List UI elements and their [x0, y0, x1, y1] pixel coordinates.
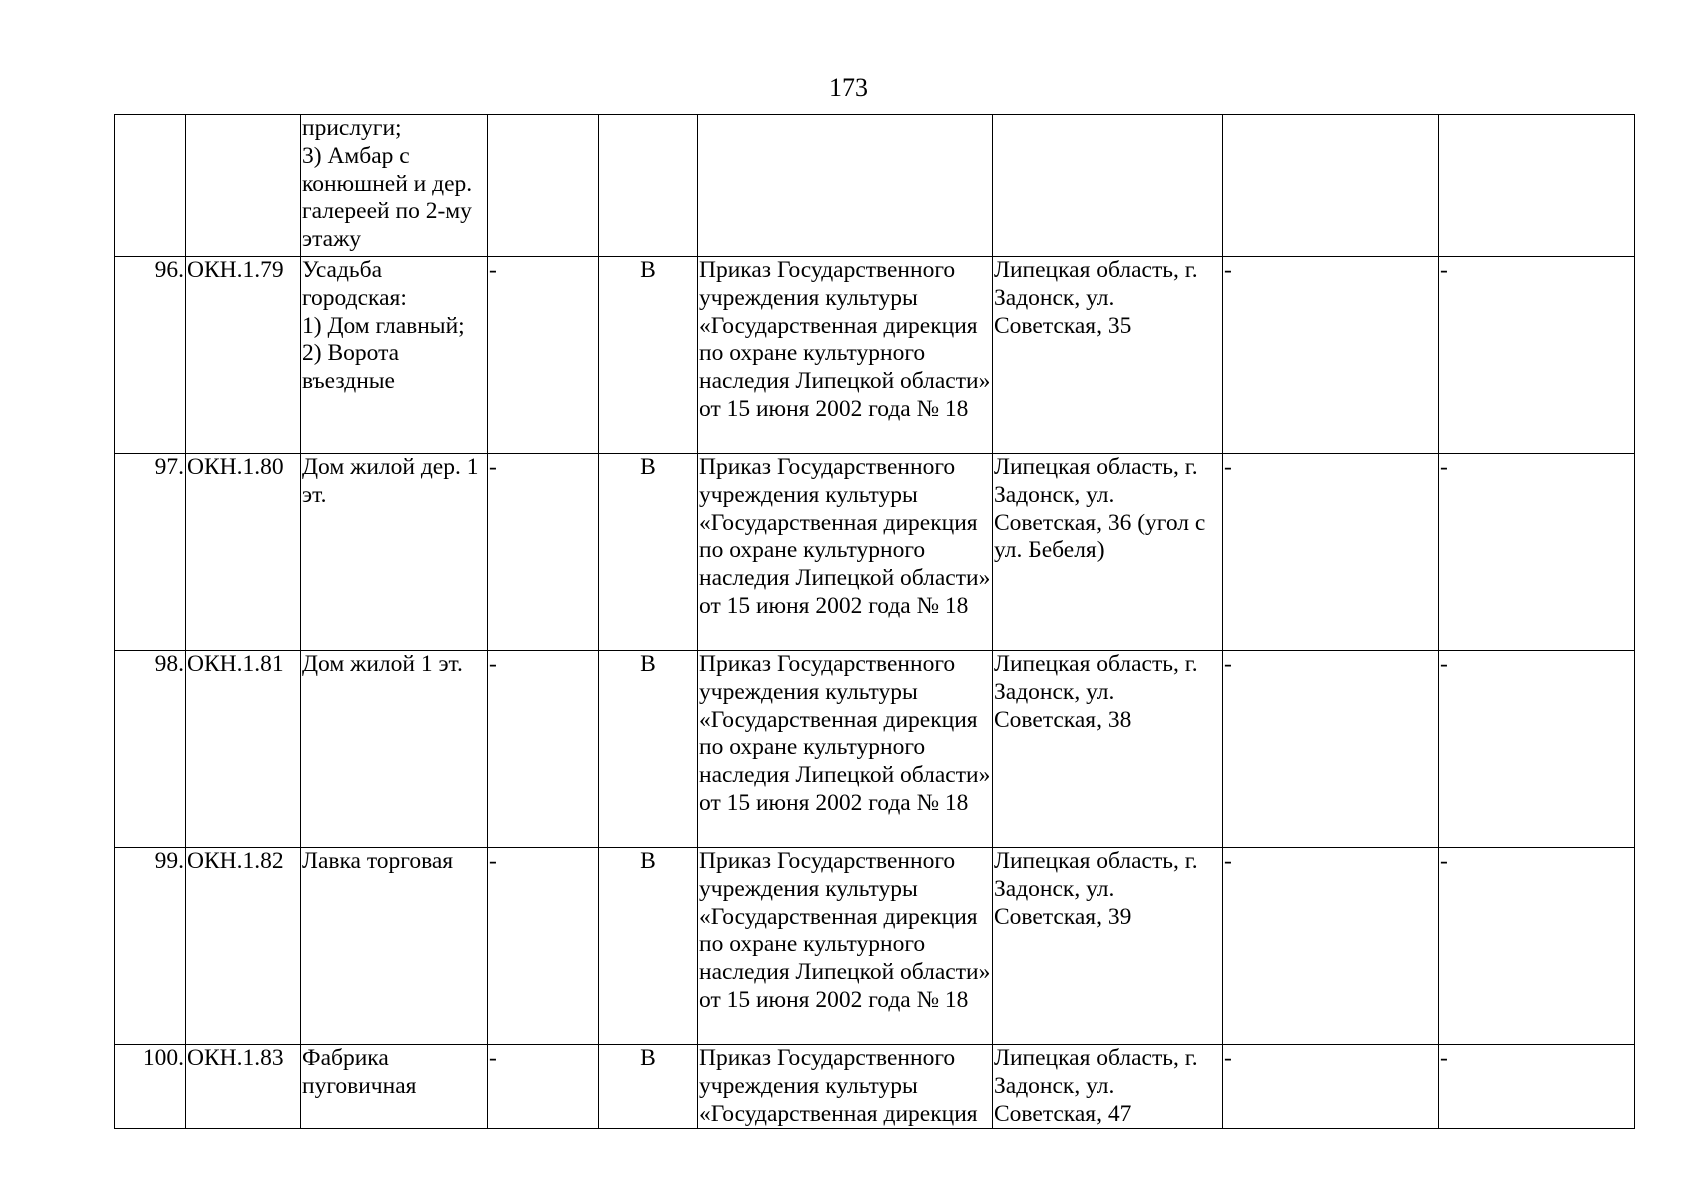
heritage-registry-table — [114, 114, 1635, 1129]
category-cell: В — [599, 257, 698, 454]
notes-cell: - — [1439, 454, 1635, 651]
category-cell: В — [599, 848, 698, 1045]
document-cell: Приказ Государственного учреждения культуры «Государственная дирекция по охране культурного наследия Липецкой области» от 15 июня 2002 года № 18 — [698, 848, 993, 1045]
document-cell: Приказ Государственного учреждения культуры «Государственная дирекция по охране культурного наследия Липецкой области» от 15 июня 2002 года № 18 — [698, 651, 993, 848]
row-number-cell: 100. — [115, 1045, 186, 1129]
registry-code-cell: ОКН.1.81 — [186, 651, 301, 848]
address-cell: Липецкая область, г. Задонск, ул. Советская, 35 — [993, 257, 1223, 454]
dating-cell: - — [488, 1045, 599, 1129]
row-number-cell: 96. — [115, 257, 186, 454]
dating-cell — [488, 115, 599, 257]
registry-code-cell — [186, 115, 301, 257]
document-cell: Приказ Государственного учреждения культуры «Государственная дирекция — [698, 1045, 993, 1129]
document-cell: Приказ Государственного учреждения культуры «Государственная дирекция по охране культурного наследия Липецкой области» от 15 июня 2002 года № 18 — [698, 454, 993, 651]
address-cell: Липецкая область, г. Задонск, ул. Советская, 38 — [993, 651, 1223, 848]
protection-cell: - — [1223, 1045, 1439, 1129]
registry-code-cell: ОКН.1.83 — [186, 1045, 301, 1129]
table-row — [115, 454, 1635, 651]
protection-cell: - — [1223, 651, 1439, 848]
table-row — [115, 848, 1635, 1045]
notes-cell: - — [1439, 257, 1635, 454]
table-row — [115, 115, 1635, 257]
registry-code-cell: ОКН.1.79 — [186, 257, 301, 454]
notes-cell: - — [1439, 1045, 1635, 1129]
dating-cell: - — [488, 651, 599, 848]
page-number: 173 — [829, 73, 868, 102]
row-number-cell: 99. — [115, 848, 186, 1045]
object-name-cell: Фабрика пуговичная — [301, 1045, 488, 1129]
dating-cell: - — [488, 454, 599, 651]
address-cell — [993, 115, 1223, 257]
notes-cell: - — [1439, 848, 1635, 1045]
protection-cell: - — [1223, 848, 1439, 1045]
table-body — [115, 115, 1635, 1129]
address-cell: Липецкая область, г. Задонск, ул. Советская, 36 (угол с ул. Бебеля) — [993, 454, 1223, 651]
protection-cell — [1223, 115, 1439, 257]
notes-cell: - — [1439, 651, 1635, 848]
table-row — [115, 651, 1635, 848]
address-cell: Липецкая область, г. Задонск, ул. Советская, 47 — [993, 1045, 1223, 1129]
notes-cell — [1439, 115, 1635, 257]
row-number-cell — [115, 115, 186, 257]
dating-cell: - — [488, 848, 599, 1045]
object-name-cell: Дом жилой дер. 1 эт. — [301, 454, 488, 651]
protection-cell: - — [1223, 454, 1439, 651]
registry-code-cell: ОКН.1.82 — [186, 848, 301, 1045]
category-cell: В — [599, 454, 698, 651]
category-cell: В — [599, 651, 698, 848]
table-row — [115, 1045, 1635, 1129]
address-cell: Липецкая область, г. Задонск, ул. Советская, 39 — [993, 848, 1223, 1045]
document-cell — [698, 115, 993, 257]
row-number-cell: 97. — [115, 454, 186, 651]
category-cell — [599, 115, 698, 257]
document-cell: Приказ Государственного учреждения культуры «Государственная дирекция по охране культурного наследия Липецкой области» от 15 июня 2002 года № 18 — [698, 257, 993, 454]
category-cell: В — [599, 1045, 698, 1129]
object-name-cell: Дом жилой 1 эт. — [301, 651, 488, 848]
object-name-cell: Усадьба городская: 1) Дом главный; 2) Ворота въездные — [301, 257, 488, 454]
registry-code-cell: ОКН.1.80 — [186, 454, 301, 651]
object-name-cell: Лавка торговая — [301, 848, 488, 1045]
protection-cell: - — [1223, 257, 1439, 454]
row-number-cell: 98. — [115, 651, 186, 848]
dating-cell: - — [488, 257, 599, 454]
table-row — [115, 257, 1635, 454]
object-name-cell: прислуги; 3) Амбар с конюшней и дер. галереей по 2-му этажу — [301, 115, 488, 257]
